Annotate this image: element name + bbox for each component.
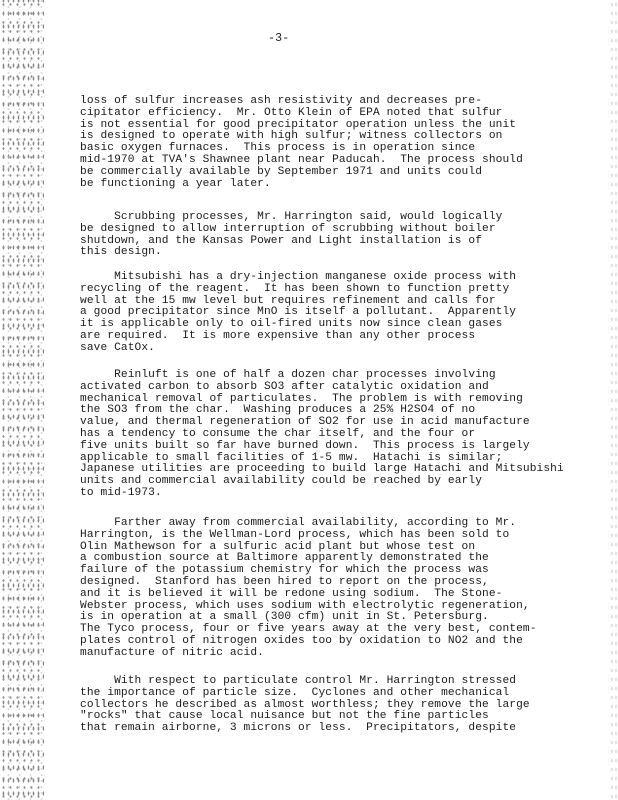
text-line: is in operation at a small (300 cfm) unit in St. Petersburg.: [80, 611, 489, 624]
text-line: the importance of particle size. Cyclones and other mechanical: [80, 686, 510, 699]
text-line: a combustion source at Baltimore apparently demonstrated the: [80, 552, 489, 565]
text-line: units and commercial availability could be reached by early: [80, 475, 483, 488]
page-number: -3-: [268, 32, 290, 45]
text-line: this design.: [80, 246, 162, 259]
text-line: The Tyco process, four or five years away at the very best, contem-: [80, 623, 537, 636]
text-line: Farther away from commercial availability, according to Mr.: [80, 517, 517, 529]
text-line: value, and thermal regeneration of SO2 for use in acid manufacture: [80, 416, 530, 429]
text-line: it is applicable only to oil-fired units now since clean gases: [80, 318, 503, 331]
text-line: applicable to small facilities of 1-5 mw. Hatachi is similar;: [80, 451, 503, 464]
text-line: designed. Stanford has been hired to report on the process,: [80, 575, 489, 588]
text-line: plates control of nitrogen oxides too by oxidation to NO2 and the: [80, 634, 523, 647]
paragraph-sulfur-removal: [80, 96, 580, 190]
text-line: Scrubbing processes, Mr. Harrington said, would logically: [80, 211, 503, 223]
text-line: recycling of the reagent. It has been shown to function pretty: [80, 282, 510, 295]
text-line: manufacture of nitric acid.: [80, 646, 264, 659]
text-line: Mitsubishi has a dry-injection manganese oxide process with: [80, 271, 517, 283]
text-line: is not essential for good precipitator operation unless the unit: [80, 118, 517, 131]
text-line: shutdown, and the Kansas Power and Light installation is of: [80, 234, 483, 247]
text-line: well at the 15 mw level but requires refinement and calls for: [80, 294, 496, 307]
text-line: loss of sulfur increases ash resistivity and decreases pre-: [80, 95, 483, 107]
text-line: to mid-1973.: [80, 486, 162, 499]
text-line: Harrington, is the Wellman-Lord process, which has been sold to: [80, 528, 510, 541]
text-line: Webster process, which uses sodium with electrolytic regeneration,: [80, 599, 530, 612]
text-line: five units built so far have burned down. This process is largely: [80, 439, 530, 452]
text-line: Reinluft is one of half a dozen char processes involving: [80, 369, 496, 381]
text-line: the SO3 from the char. Washing produces a 25% H2SO4 of no: [80, 404, 476, 417]
text-line: mid-1970 at TVA's Shawnee plant near Paducah. The process should: [80, 153, 523, 166]
text-line: collectors he described as almost worthless; they remove the large: [80, 698, 530, 711]
text-line: has a tendency to consume the char itself, and the four or: [80, 427, 476, 440]
text-line: save CatOx.: [80, 341, 155, 354]
text-line: be functioning a year later.: [80, 177, 271, 190]
text-line: be commercially available by September 1971 and units could: [80, 165, 483, 178]
text-line: With respect to particulate control Mr. Harrington stressed: [80, 675, 517, 687]
text-line: basic oxygen furnaces. This process is in operation since: [80, 142, 476, 155]
text-line: mechanical removal of particulates. The problem is with removing: [80, 392, 523, 405]
text-line: a good precipitator since MnO is itself a pollutant. Apparently: [80, 306, 517, 319]
text-line: activated carbon to absorb SO3 after catalytic oxidation and: [80, 380, 489, 393]
paragraph-reinluft: [80, 370, 580, 500]
paragraph-mitsubishi: [80, 272, 580, 355]
text-line: be designed to allow interruption of scrubbing without boiler: [80, 222, 496, 235]
text-line: are required. It is more expensive than any other process: [80, 329, 476, 342]
text-line: "rocks" that cause local nuisance but not the fine particles: [80, 710, 489, 723]
text-line: Japanese utilities are proceeding to build large Hatachi and Mitsubishi: [80, 463, 564, 476]
text-line: is designed to operate with high sulfur; witness collectors on: [80, 130, 503, 143]
scan-noise-right-edge: [610, 0, 618, 800]
paragraph-scrubbing: [80, 212, 580, 259]
text-line: and it is believed it will be redone using sodium. The Stone-: [80, 587, 503, 600]
text-line: Olin Mathewson for a sulfuric acid plant but whose test on: [80, 540, 476, 553]
paragraph-wellman-lord: [80, 518, 580, 660]
text-line: cipitator efficiency. Mr. Otto Klein of EPA noted that sulfur: [80, 106, 503, 119]
text-line: failure of the potassium chemistry for which the process was: [80, 564, 489, 577]
paragraph-particulate-control: [80, 676, 580, 735]
text-line: that remain airborne, 3 microns or less. Precipitators, despite: [80, 722, 517, 735]
scan-noise-left-edge: [0, 0, 44, 800]
